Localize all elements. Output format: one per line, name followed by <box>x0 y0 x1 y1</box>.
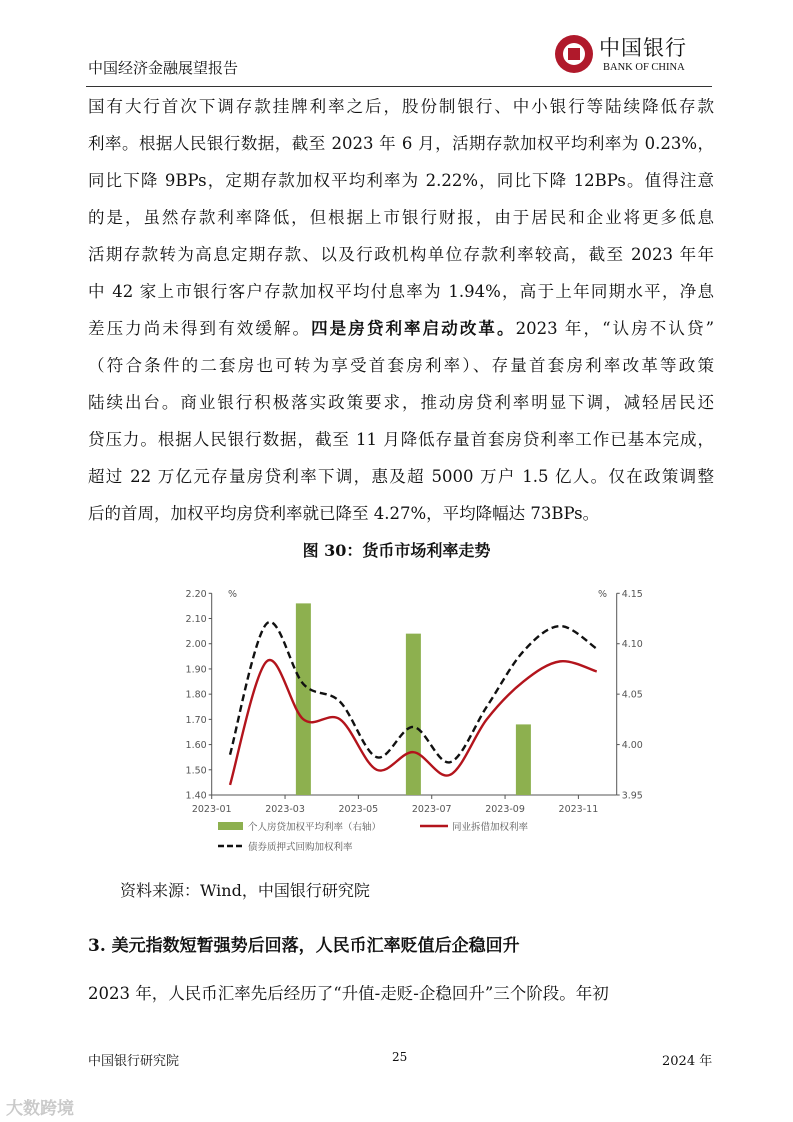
x-tick-label: 2023-03 <box>265 804 305 815</box>
text-segment: 2023 年，“认房不认贷” <box>515 319 715 338</box>
paragraph-line <box>88 495 714 532</box>
x-tick-label: 2023-11 <box>558 804 599 815</box>
left-tick-label: 1.90 <box>185 664 207 676</box>
legend-label: 债券质押式回购加权利率 <box>248 842 353 853</box>
left-tick-label: 1.50 <box>185 765 207 777</box>
left-tick-label: 2.10 <box>185 614 207 626</box>
text-segment: （符合条件的二套房也可转为享受首套房利率）、存量首套房利率改革等政策 <box>88 356 714 375</box>
left-tick-label: 1.40 <box>185 790 207 802</box>
page-number: 25 <box>392 1050 408 1064</box>
left-tick-label: 1.60 <box>185 740 207 752</box>
logo-english: BANK OF CHINA <box>603 62 685 73</box>
source-note: 资料来源：Wind，中国银行研究院 <box>120 881 370 900</box>
paragraph-line <box>88 162 714 199</box>
footer-year: 2024 年 <box>662 1054 713 1069</box>
text-segment: 的是，虽然存款利率降低，但根据上市银行财报，由于居民和企业将更多低息 <box>88 208 714 227</box>
paragraph-line: 2023 年，人民币汇率先后经历了“升值-走贬-企稳回升”三个阶段。年初 <box>88 984 609 1003</box>
paragraph-line <box>88 125 714 162</box>
bank-of-china-logo <box>555 34 715 82</box>
paragraph-line <box>88 88 714 125</box>
report-title: 中国经济金融展望报告 <box>88 59 239 77</box>
text-segment: 活期存款转为高息定期存款、以及行政机构单位存款利率较高，截至 2023 年年 <box>88 245 714 264</box>
text-segment: 超过 22 万亿元存量房贷利率下调，惠及超 5000 万户 1.5 亿人。仅在政策调整 <box>88 467 714 486</box>
x-tick-label: 2023-07 <box>411 804 452 815</box>
paragraph-line <box>88 310 714 347</box>
legend-label: 同业拆借加权利率 <box>452 822 529 833</box>
logo-chinese: 中国银行 <box>599 36 687 60</box>
right-tick-label: 4.10 <box>621 639 643 651</box>
right-unit: % <box>598 589 608 600</box>
right-tick-label: 4.00 <box>621 740 643 752</box>
text-segment: 贷压力。根据人民银行数据，截至 11 月降低存量首套房贷利率工作已基本完成， <box>88 430 714 449</box>
section-heading: 3. 美元指数短暂强势后回落，人民币汇率贬值后企稳回升 <box>88 936 520 956</box>
money-market-rate-chart <box>170 580 643 860</box>
text-segment: 后的首周，加权平均房贷利率就已降至 4.27%，平均降幅达 73BPs。 <box>88 504 600 523</box>
bar-mortgage-rate <box>406 634 421 795</box>
text-segment: 中 42 家上市银行客户存款加权平均付息率为 1.94%，高于上年同期水平，净息 <box>88 282 714 301</box>
paragraph-line <box>88 421 714 458</box>
legend-swatch-bar <box>218 822 243 830</box>
paragraph-line <box>88 236 714 273</box>
legend-label: 个人房贷加权平均利率（右轴） <box>248 822 382 833</box>
x-tick-label: 2023-09 <box>485 804 525 815</box>
left-tick-label: 1.80 <box>185 689 207 701</box>
bold-text: 四是房贷利率启动改革。 <box>311 319 516 338</box>
header-divider <box>86 86 712 87</box>
text-segment: 同比下降 9BPs，定期存款加权平均利率为 2.22%，同比下降 12BPs。值得注意 <box>88 171 714 190</box>
right-tick-label: 4.15 <box>621 588 643 600</box>
body-paragraph <box>88 88 714 532</box>
text-segment: 陆续出台。商业银行积极落实政策要求，推动房贷利率明显下调，减轻居民还 <box>88 393 714 412</box>
right-tick-label: 3.95 <box>621 790 643 802</box>
left-unit: % <box>228 589 238 600</box>
text-segment: 国有大行首次下调存款挂牌利率之后，股份制银行、中小银行等陆续降低存款 <box>88 97 714 116</box>
paragraph-line <box>88 384 714 421</box>
paragraph-line <box>88 458 714 495</box>
text-segment: 利率。根据人民银行数据，截至 2023 年 6 月，活期存款加权平均利率为 0.23%， <box>88 134 714 153</box>
x-tick-label: 2023-01 <box>191 804 232 815</box>
paragraph-line <box>88 199 714 236</box>
text-segment: 差压力尚未得到有效缓解。 <box>88 319 312 338</box>
right-tick-label: 4.05 <box>621 689 643 701</box>
footer-org: 中国银行研究院 <box>88 1054 180 1069</box>
watermark: 大数跨境 <box>6 1099 74 1119</box>
left-tick-label: 1.70 <box>185 714 207 726</box>
paragraph-line <box>88 347 714 384</box>
paragraph-line <box>88 273 714 310</box>
figure-caption: 图 30：货币市场利率走势 <box>302 541 491 560</box>
left-tick-label: 2.00 <box>185 639 207 651</box>
x-tick-label: 2023-05 <box>338 804 379 815</box>
left-tick-label: 2.20 <box>185 588 207 600</box>
bar-mortgage-rate <box>516 724 531 795</box>
logo-emblem-icon <box>555 35 593 73</box>
bar-mortgage-rate <box>296 603 311 795</box>
